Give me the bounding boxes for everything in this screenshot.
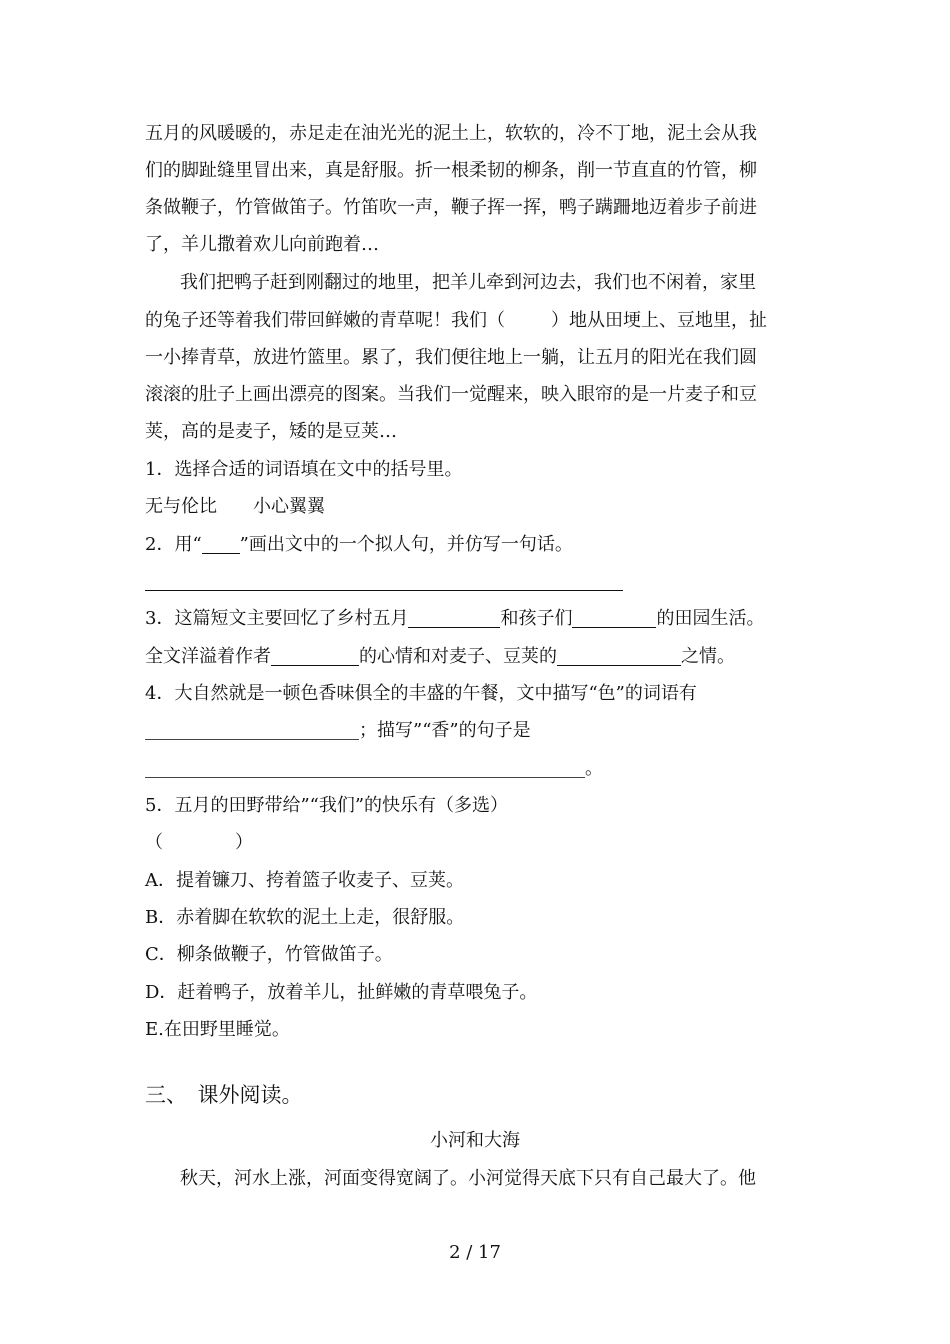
passage-line: 滚滚的肚子上画出漂亮的图案。当我们一觉醒来，映入眼帘的是一片麦子和豆 <box>145 384 757 405</box>
question-1: 1．选择合适的词语填在文中的括号里。 <box>145 459 463 480</box>
question-text: ；描写”“香”的句子是 <box>359 720 531 741</box>
article-title: 小河和大海 <box>430 1130 520 1151</box>
passage-line-with-blank <box>145 308 767 334</box>
answer-bracket[interactable]: （ ） <box>145 832 253 853</box>
question-text: 的田园生活。 <box>656 608 765 629</box>
question-text: 和孩子们 <box>500 608 573 629</box>
question-2 <box>145 532 573 558</box>
answer-blank[interactable] <box>408 607 500 628</box>
question-4: 4．大自然就是一顿色香味俱全的丰盛的午餐，文中描写“色”的词语有 <box>145 683 697 704</box>
section-heading: 三、 课外阅读。 <box>145 1083 303 1107</box>
question-text: ”画出文中的一个拟人句，并仿写一句话。 <box>239 534 573 555</box>
passage-line: 一小捧青草，放进竹篮里。累了，我们便往地上一躺，让五月的阳光在我们圆 <box>145 347 757 368</box>
question-text: 全文洋溢着作者 <box>145 646 271 667</box>
question-text: 的心情和对麦子、豆荚的 <box>359 646 557 667</box>
answer-blank[interactable] <box>271 645 359 666</box>
question-3-line-2 <box>145 644 735 670</box>
page-number: 2 / 17 <box>449 1242 501 1263</box>
question-text: 。 <box>585 758 603 779</box>
question-1-options: 无与伦比 小心翼翼 <box>145 496 325 517</box>
underline-sample <box>202 533 240 554</box>
passage-line: 荚，高的是麦子，矮的是豆荚… <box>145 421 397 442</box>
answer-line[interactable] <box>145 590 623 591</box>
passage-text: 的兔子还等着我们带回鲜嫩的青草呢！我们（ <box>145 310 505 331</box>
option-a: A．提着镰刀、挎着篮子收麦子、豆荚。 <box>145 870 464 891</box>
passage-line: 条做鞭子，竹管做笛子。竹笛吹一声，鞭子挥一挥，鸭子蹒跚地迈着步子前进 <box>145 197 757 218</box>
passage-line: 了，羊儿撒着欢儿向前跑着… <box>145 234 379 255</box>
passage-line: 我们把鸭子赶到刚翻过的地里，把羊儿牵到河边去，我们也不闲着，家里 <box>180 272 756 293</box>
question-text: 3．这篇短文主要回忆了乡村五月 <box>145 608 409 629</box>
option-b: B．赤着脚在软软的泥土上走，很舒服。 <box>145 907 465 928</box>
question-3-line-1 <box>145 606 764 632</box>
article-line: 秋天，河水上涨，河面变得宽阔了。小河觉得天底下只有自己最大了。他 <box>180 1168 756 1189</box>
answer-blank[interactable] <box>557 645 681 666</box>
question-4-line-3 <box>145 756 603 782</box>
option-e: E.在田野里睡觉。 <box>145 1019 290 1040</box>
question-5: 5．五月的田野带给”“我们”的快乐有（多选） <box>145 795 509 816</box>
question-text: 之情。 <box>681 646 735 667</box>
passage-text: ）地从田埂上、豆地里，扯 <box>551 310 767 331</box>
answer-blank[interactable] <box>145 719 359 740</box>
answer-blank[interactable] <box>572 607 656 628</box>
option-d: D．赶着鸭子，放着羊儿，扯鲜嫩的青草喂兔子。 <box>145 982 538 1003</box>
question-text: 2．用“ <box>145 534 202 555</box>
passage-line: 们的脚趾缝里冒出来，真是舒服。折一根柔韧的柳条，削一节直直的竹管，柳 <box>145 160 757 181</box>
option-c: C．柳条做鞭子，竹管做笛子。 <box>145 944 393 965</box>
question-4-line-2 <box>145 718 531 744</box>
passage-line: 五月的风暖暖的，赤足走在油光光的泥土上，软软的，冷不丁地，泥土会从我 <box>145 123 757 144</box>
answer-blank[interactable] <box>145 757 585 778</box>
